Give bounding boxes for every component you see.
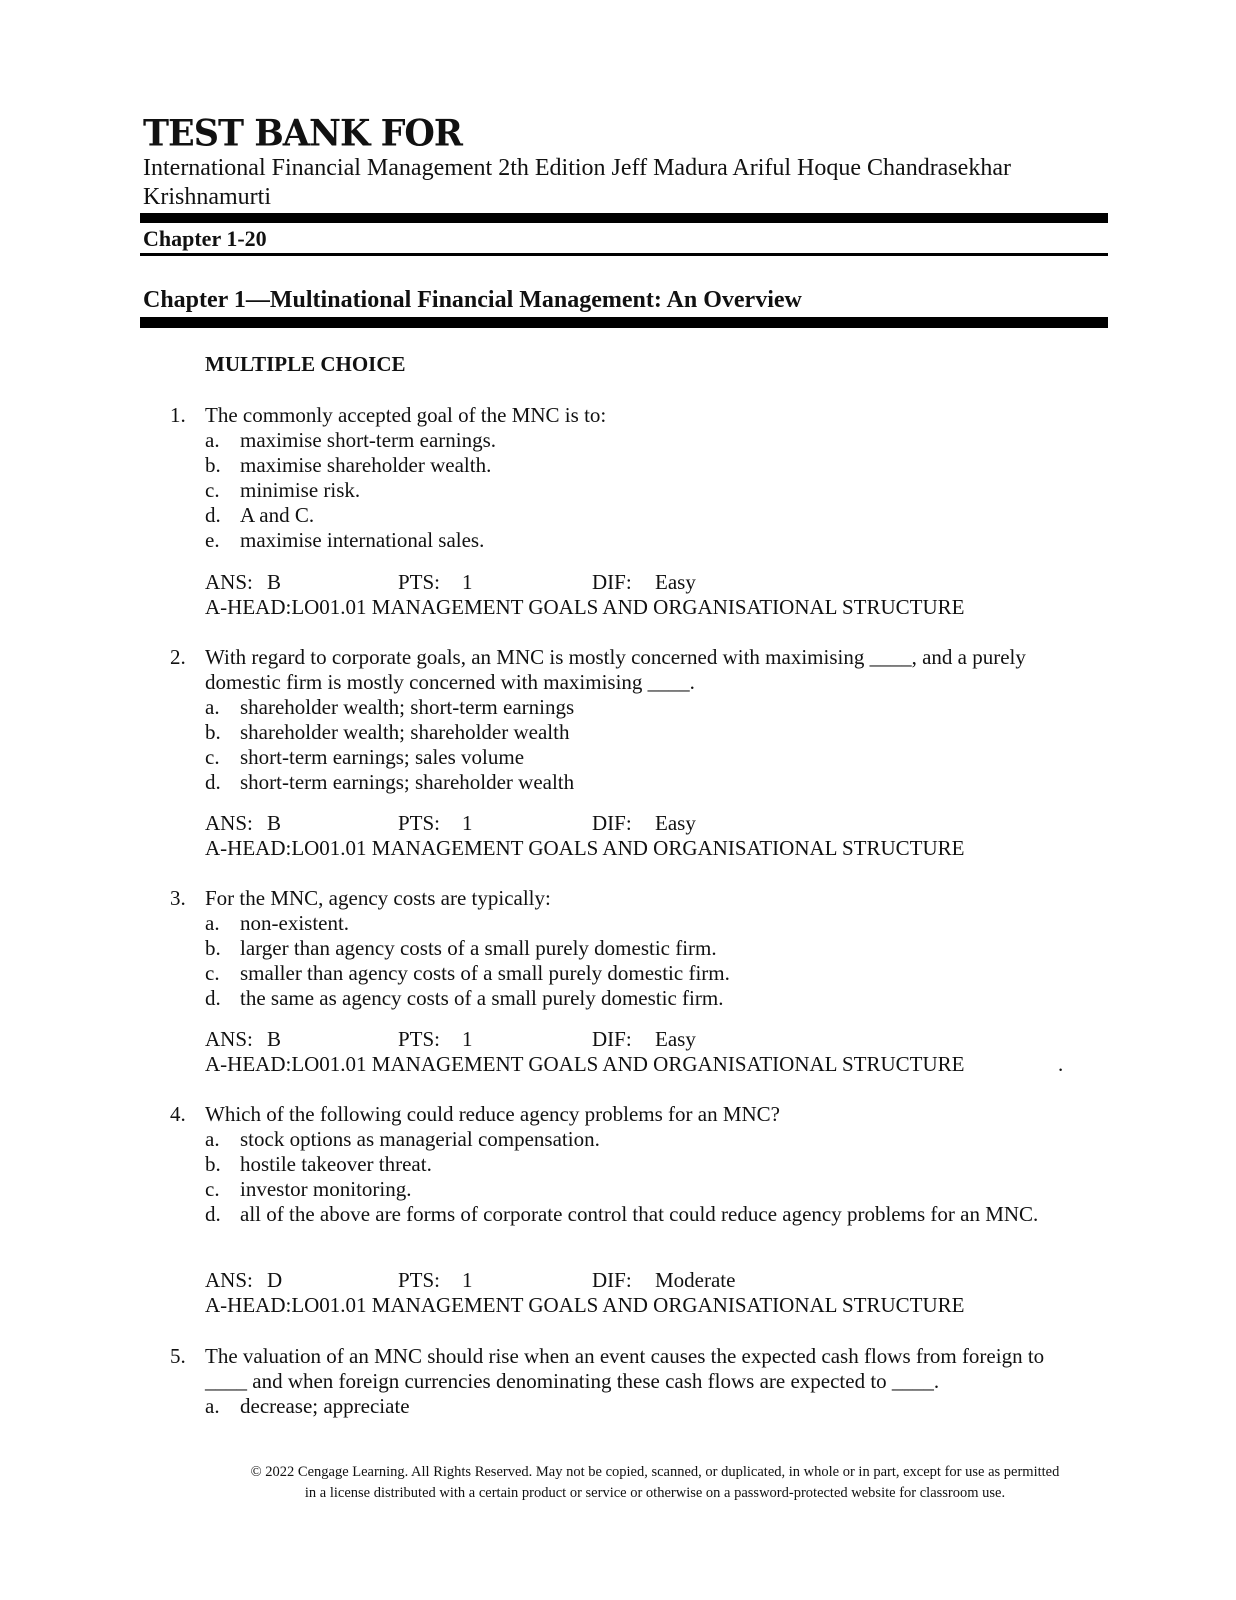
- book-subtitle: International Financial Management 2th Edition Jeff Madura Ariful Hoque Chandrasekhar Krishnamurti: [143, 155, 1011, 210]
- ans-label: ANS:: [205, 1027, 253, 1051]
- ans-value: B: [267, 811, 282, 835]
- option-text: hostile takeover threat.: [240, 1152, 432, 1176]
- option-text: investor monitoring.: [240, 1177, 412, 1201]
- question-stem: The commonly accepted goal of the MNC is to:: [205, 403, 607, 427]
- option-text: stock options as managerial compensation.: [240, 1127, 600, 1151]
- option-letter: c.: [205, 745, 220, 769]
- chapter-rule-thick: [140, 317, 1108, 328]
- dif-label: DIF:: [592, 570, 632, 594]
- option-text: short-term earnings; shareholder wealth: [240, 770, 575, 794]
- chapter-range: Chapter 1-20: [143, 226, 267, 251]
- option-letter: d.: [205, 986, 221, 1010]
- dif-value: Moderate: [655, 1268, 736, 1292]
- ans-label: ANS:: [205, 1268, 253, 1292]
- pts-value: 1: [462, 1027, 473, 1051]
- option-letter: c.: [205, 478, 220, 502]
- dif-value: Easy: [655, 811, 696, 835]
- option-letter: d.: [205, 770, 221, 794]
- dif-value: Easy: [655, 1027, 696, 1051]
- question-number: 5.: [170, 1344, 186, 1368]
- banner-title: TEST BANK FOR: [143, 112, 462, 156]
- option-letter: d.: [205, 503, 221, 527]
- ans-value: D: [267, 1268, 283, 1292]
- pts-label: PTS:: [398, 1268, 441, 1292]
- option-text: maximise shareholder wealth.: [240, 453, 492, 477]
- option-text: maximise international sales.: [240, 528, 485, 552]
- ans-value: B: [267, 1027, 282, 1051]
- dif-label: DIF:: [592, 1027, 632, 1051]
- dif-label: DIF:: [592, 1268, 632, 1292]
- option-text: smaller than agency costs of a small purely domestic firm.: [240, 961, 730, 985]
- ans-label: ANS:: [205, 570, 253, 594]
- option-text: short-term earnings; sales volume: [240, 745, 525, 769]
- option-text: shareholder wealth; short-term earnings: [240, 695, 575, 719]
- header-rule-thick: [140, 213, 1108, 223]
- a-head: A-HEAD:LO01.01 MANAGEMENT GOALS AND ORGANISATIONAL STRUCTURE: [205, 1293, 965, 1317]
- option-letter: a.: [205, 1127, 220, 1151]
- answer-meta: [205, 1027, 1085, 1077]
- option-letter: b.: [205, 720, 221, 744]
- dif-label: DIF:: [592, 811, 632, 835]
- option-letter: c.: [205, 961, 220, 985]
- dif-value: Easy: [655, 570, 696, 594]
- ans-label: ANS:: [205, 811, 253, 835]
- option-text: larger than agency costs of a small purely domestic firm.: [240, 936, 717, 960]
- option-text: minimise risk.: [240, 478, 361, 502]
- pts-value: 1: [462, 570, 473, 594]
- option-text: decrease; appreciate: [240, 1394, 410, 1418]
- option-text: A and C.: [240, 503, 315, 527]
- pts-value: 1: [462, 1268, 473, 1292]
- option-letter: a.: [205, 1394, 220, 1418]
- option-letter: b.: [205, 1152, 221, 1176]
- ans-value: B: [267, 570, 282, 594]
- option-letter: a.: [205, 911, 220, 935]
- option-text: all of the above are forms of corporate control that could reduce agency problems for an MNC.: [240, 1202, 1039, 1226]
- header-rule-thin: [140, 253, 1108, 256]
- trailing-dot: .: [1058, 1052, 1064, 1076]
- question-number: 4.: [170, 1102, 186, 1126]
- pts-label: PTS:: [398, 811, 441, 835]
- question-number: 1.: [170, 403, 186, 427]
- option-letter: b.: [205, 936, 221, 960]
- answer-meta: [205, 570, 1085, 620]
- section-heading: MULTIPLE CHOICE: [205, 352, 406, 376]
- option-letter: d.: [205, 1202, 221, 1226]
- question-stem: For the MNC, agency costs are typically:: [205, 886, 551, 910]
- option-text: non-existent.: [240, 911, 350, 935]
- question-stem: With regard to corporate goals, an MNC is mostly concerned with maximising ____, and a purely domestic firm is mostly concerned with maximising ____.: [205, 645, 1026, 694]
- footer-line-1: © 2022 Cengage Learning. All Rights Reserved. May not be copied, scanned, or duplicated, in whole or in part, except for use as permitted: [250, 1464, 1060, 1480]
- a-head: A-HEAD:LO01.01 MANAGEMENT GOALS AND ORGANISATIONAL STRUCTURE: [205, 595, 965, 619]
- pts-label: PTS:: [398, 1027, 441, 1051]
- copyright-footer: [190, 1462, 1120, 1504]
- option-letter: a.: [205, 428, 220, 452]
- option-letter: b.: [205, 453, 221, 477]
- option-letter: a.: [205, 695, 220, 719]
- a-head: A-HEAD:LO01.01 MANAGEMENT GOALS AND ORGANISATIONAL STRUCTURE: [205, 836, 965, 860]
- footer-line-2: in a license distributed with a certain product or service or otherwise on a password-protected website for classroom use.: [304, 1485, 1006, 1501]
- question-number: 2.: [170, 645, 186, 669]
- option-text: shareholder wealth; shareholder wealth: [240, 720, 570, 744]
- question-number: 3.: [170, 886, 186, 910]
- a-head: A-HEAD:LO01.01 MANAGEMENT GOALS AND ORGANISATIONAL STRUCTURE: [205, 1052, 965, 1076]
- option-letter: c.: [205, 1177, 220, 1201]
- option-text: maximise short-term earnings.: [240, 428, 497, 452]
- option-letter: e.: [205, 528, 220, 552]
- answer-meta: [205, 811, 1085, 861]
- chapter-title: Chapter 1—Multinational Financial Management: An Overview: [143, 287, 802, 313]
- option-text: the same as agency costs of a small purely domestic firm.: [240, 986, 724, 1010]
- question-stem: The valuation of an MNC should rise when an event causes the expected cash flows from foreign to ____ and when foreign currencies denominating these cash flows are expected to ____.: [205, 1344, 1045, 1393]
- pts-value: 1: [462, 811, 473, 835]
- pts-label: PTS:: [398, 570, 441, 594]
- question-stem: Which of the following could reduce agency problems for an MNC?: [205, 1102, 780, 1126]
- answer-meta: [205, 1268, 1085, 1318]
